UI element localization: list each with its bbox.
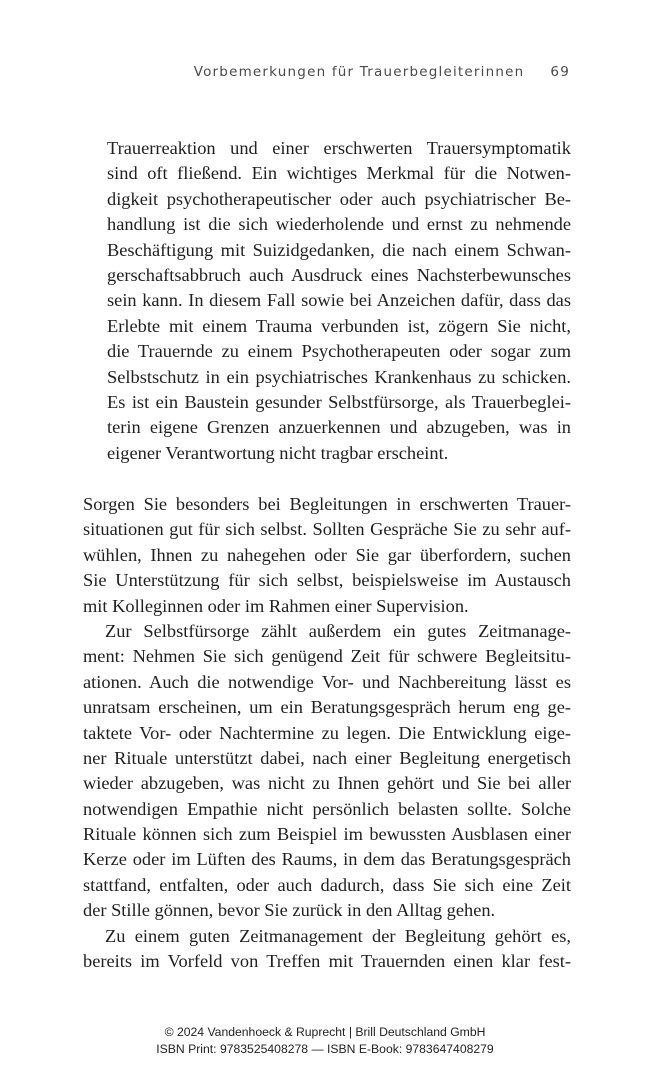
copyright-line: © 2024 Vandenhoeck & Ruprecht | Brill Deutschland GmbH: [164, 1025, 486, 1039]
text-line: ationen. Auch die notwendige Vor- und Nachbereitung lässt es: [83, 671, 571, 692]
text-line: gerschaftsabbruch auch Ausdruck eines Nachsterbewunsches: [107, 264, 571, 285]
text-line: taktete Vor- oder Nachtermine zu legen. Die Entwicklung eige-: [83, 722, 571, 743]
page-number: 69: [550, 64, 570, 80]
text-line: wieder abzugeben, was nicht zu Ihnen gehört und Sie bei aller: [83, 773, 571, 794]
text-line: wühlen, Ihnen zu nahegehen oder Sie gar überfordern, suchen: [83, 544, 571, 565]
running-head: [0, 64, 570, 80]
footer: [0, 1024, 650, 1058]
text-line: digkeit psychotherapeutischer oder auch psychiatrischer Be-: [107, 188, 571, 209]
text-line: situationen gut für sich selbst. Sollten Gespräche Sie zu sehr auf-: [83, 519, 571, 540]
text-line: Beschäftigung mit Suizidgedanken, die nach einem Schwan-: [107, 239, 571, 260]
text-line: notwendigen Empathie nicht persönlich belasten sollte. Solche: [83, 798, 571, 819]
text-line: sind oft fließend. Ein wichtiges Merkmal für die Notwen-: [107, 163, 571, 184]
text-line: stattfand, entfalten, oder auch dadurch, dass Sie sich eine Zeit: [83, 874, 571, 895]
text-line: handlung ist die sich wiederholende und ernst zu nehmende: [107, 214, 571, 235]
text-line: eigener Verantwortung nicht tragbar erscheint.: [107, 442, 449, 463]
text-line: Erlebte mit einem Trauma verbunden ist, zögern Sie nicht,: [107, 315, 571, 336]
block-quote: [107, 136, 571, 466]
text-line: Zur Selbstfürsorge zählt außerdem ein gutes Zeitmanage-: [105, 620, 571, 641]
text-line: Sorgen Sie besonders bei Begleitungen in erschwerten Trauer-: [83, 494, 571, 514]
text-line: Rituale können sich zum Beispiel im bewussten Ausblasen einer: [83, 824, 571, 845]
text-line: die Trauernde zu einem Psychotherapeuten oder sogar zum: [107, 341, 571, 362]
running-title: Vorbemerkungen für Trauerbegleiterinnen: [193, 64, 525, 80]
text-line: ment: Nehmen Sie sich genügend Zeit für schwere Begleitsitu-: [83, 646, 571, 667]
text-line: mit Kolleginnen oder im Rahmen einer Supervision.: [83, 595, 469, 616]
text-line: Kerze oder im Lüften des Raums, in dem das Beratungsgespräch: [83, 849, 571, 870]
isbn-line: ISBN Print: 9783525408278 — ISBN E-Book: 9783647408279: [156, 1042, 494, 1056]
text-line: Zu einem guten Zeitmanagement der Begleitung gehört es,: [105, 925, 571, 946]
text-line: der Stille gönnen, bevor Sie zurück in den Alltag gehen.: [83, 900, 496, 921]
text-line: terin eigene Grenzen anzuerkennen und abzugeben, was in: [107, 417, 571, 438]
text-line: bereits im Vorfeld von Treffen mit Trauernden einen klar fest-: [83, 951, 571, 972]
text-line: sein kann. In diesem Fall sowie bei Anzeichen dafür, dass das: [107, 290, 571, 311]
text-line: Es ist ein Baustein gesunder Selbstfürsorge, als Trauerbeglei-: [107, 391, 571, 412]
text-line: Sie Unterstützung für sich selbst, beispielsweise im Austausch: [83, 570, 571, 591]
body-text: [83, 492, 571, 974]
text-line: Trauerreaktion und einer erschwerten Trauersymptomatik: [107, 138, 571, 158]
text-line: ner Rituale unterstützt dabei, nach einer Begleitung energetisch: [83, 747, 571, 768]
text-line: unratsam erscheinen, um ein Beratungsgespräch herum eng ge-: [83, 697, 571, 718]
text-line: Selbstschutz in ein psychiatrisches Krankenhaus zu schicken.: [107, 366, 571, 387]
